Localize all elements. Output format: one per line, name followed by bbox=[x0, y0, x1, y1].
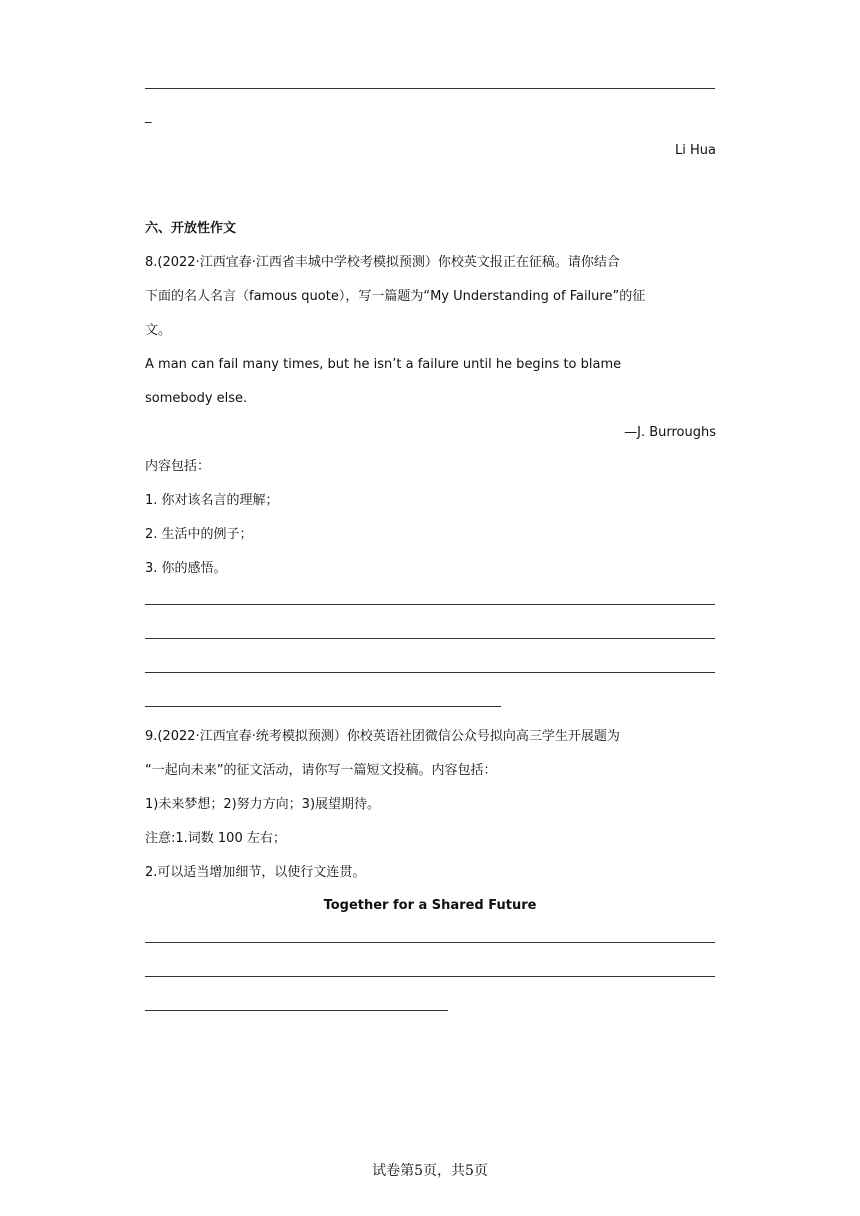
essay-title: Together for a Shared Future bbox=[323, 898, 537, 913]
q8-prompt-line-1: 8.(2022·江西宜春·江西省丰城中学校考模拟预测）你校英文报正在征稿。请你结合 bbox=[145, 255, 620, 270]
q9-prompt-line-3: 1)未来梦想；2)努力方向；3)展望期待。 bbox=[145, 797, 381, 812]
q9-note-1: 注意:1.词数 100 左右； bbox=[145, 831, 286, 846]
q9-prompt-line-2: “一起向未来”的征文活动，请你写一篇短文投稿。内容包括： bbox=[145, 763, 497, 778]
section-heading: 六、开放性作文 bbox=[145, 221, 237, 236]
content-label: 内容包括： bbox=[145, 459, 211, 474]
q9-note-2: 2.可以适当增加细节，以使行文连贯。 bbox=[145, 865, 366, 880]
quote-author: —J. Burroughs bbox=[624, 425, 716, 440]
quote-line-2: somebody else. bbox=[145, 391, 248, 406]
content-point: 3. 你的感悟。 bbox=[145, 561, 227, 576]
answer-line bbox=[145, 638, 715, 639]
page-footer: 试卷第5页，共5页 bbox=[372, 1163, 488, 1179]
answer-line bbox=[145, 88, 715, 89]
answer-line bbox=[145, 1010, 448, 1011]
answer-line bbox=[145, 976, 715, 977]
answer-line bbox=[145, 942, 715, 943]
q8-prompt-line-3: 文。 bbox=[145, 323, 172, 338]
signature: Li Hua bbox=[675, 143, 716, 158]
q8-prompt-line-2: 下面的名人名言（famous quote），写一篇题为“My Understanding of Failure”的征 bbox=[145, 289, 646, 304]
answer-line bbox=[145, 672, 715, 673]
trailing-underscore: _ bbox=[145, 109, 152, 124]
content-point: 1. 你对该名言的理解； bbox=[145, 493, 279, 508]
content-point: 2. 生活中的例子； bbox=[145, 527, 253, 542]
answer-line bbox=[145, 706, 501, 707]
quote-line-1: A man can fail many times, but he isn’t a failure until he begins to blame bbox=[145, 357, 622, 372]
answer-line bbox=[145, 604, 715, 605]
q9-prompt-line-1: 9.(2022·江西宜春·统考模拟预测）你校英语社团微信公众号拟向高三学生开展题为 bbox=[145, 729, 620, 744]
